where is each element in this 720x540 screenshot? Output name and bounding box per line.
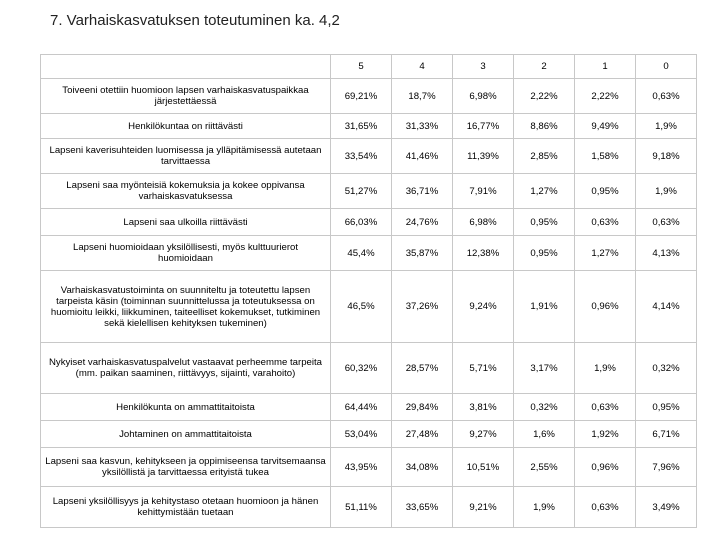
header-cell: 0 <box>636 55 697 79</box>
value-cell: 0,95% <box>514 236 575 271</box>
value-cell: 34,08% <box>392 448 453 487</box>
value-cell: 1,27% <box>514 174 575 209</box>
value-cell: 10,51% <box>453 448 514 487</box>
value-cell: 64,44% <box>331 394 392 421</box>
value-cell: 12,38% <box>453 236 514 271</box>
value-cell: 0,95% <box>575 174 636 209</box>
value-cell: 9,49% <box>575 114 636 139</box>
table-row <box>41 139 697 174</box>
value-cell: 0,32% <box>636 343 697 394</box>
value-cell: 0,63% <box>636 79 697 114</box>
row-label: Lapseni saa myönteisiä kokemuksia ja kokee oppivansa varhaiskasvatuksessa <box>41 174 331 209</box>
value-cell: 0,63% <box>575 209 636 236</box>
value-cell: 1,92% <box>575 421 636 448</box>
value-cell: 16,77% <box>453 114 514 139</box>
value-cell: 41,46% <box>392 139 453 174</box>
header-cell: 4 <box>392 55 453 79</box>
value-cell: 31,65% <box>331 114 392 139</box>
header-cell: 5 <box>331 55 392 79</box>
value-cell: 4,13% <box>636 236 697 271</box>
table-row <box>41 394 697 421</box>
value-cell: 0,96% <box>575 448 636 487</box>
value-cell: 2,22% <box>514 79 575 114</box>
value-cell: 1,27% <box>575 236 636 271</box>
table-row <box>41 271 697 343</box>
value-cell: 3,17% <box>514 343 575 394</box>
header-cell: 3 <box>453 55 514 79</box>
value-cell: 1,58% <box>575 139 636 174</box>
value-cell: 24,76% <box>392 209 453 236</box>
row-label: Henkilökunta on ammattitaitoista <box>41 394 331 421</box>
value-cell: 3,81% <box>453 394 514 421</box>
value-cell: 1,91% <box>514 271 575 343</box>
value-cell: 0,63% <box>575 487 636 528</box>
value-cell: 69,21% <box>331 79 392 114</box>
value-cell: 43,95% <box>331 448 392 487</box>
value-cell: 1,6% <box>514 421 575 448</box>
header-cell: 1 <box>575 55 636 79</box>
results-table <box>40 54 697 528</box>
table-row <box>41 448 697 487</box>
value-cell: 0,95% <box>636 394 697 421</box>
value-cell: 53,04% <box>331 421 392 448</box>
value-cell: 1,9% <box>636 114 697 139</box>
value-cell: 6,98% <box>453 79 514 114</box>
value-cell: 37,26% <box>392 271 453 343</box>
table-row <box>41 114 697 139</box>
value-cell: 8,86% <box>514 114 575 139</box>
row-label: Toiveeni otettiin huomioon lapsen varhaiskasvatuspaikkaa järjestettäessä <box>41 79 331 114</box>
value-cell: 2,55% <box>514 448 575 487</box>
value-cell: 31,33% <box>392 114 453 139</box>
value-cell: 7,96% <box>636 448 697 487</box>
value-cell: 2,85% <box>514 139 575 174</box>
value-cell: 9,27% <box>453 421 514 448</box>
row-label: Lapseni kaverisuhteiden luomisessa ja ylläpitämisessä autetaan tarvittaessa <box>41 139 331 174</box>
page-title: 7. Varhaiskasvatuksen toteutuminen ka. 4,2 <box>50 12 340 29</box>
value-cell: 45,4% <box>331 236 392 271</box>
row-label: Lapseni yksilöllisyys ja kehitystaso otetaan huomioon ja hänen kehittymistään tuetaan <box>41 487 331 528</box>
value-cell: 9,21% <box>453 487 514 528</box>
value-cell: 33,65% <box>392 487 453 528</box>
value-cell: 18,7% <box>392 79 453 114</box>
value-cell: 0,63% <box>636 209 697 236</box>
table-row <box>41 487 697 528</box>
row-label: Henkilökuntaa on riittävästi <box>41 114 331 139</box>
value-cell: 7,91% <box>453 174 514 209</box>
table-row <box>41 209 697 236</box>
value-cell: 46,5% <box>331 271 392 343</box>
row-label: Johtaminen on ammattitaitoista <box>41 421 331 448</box>
table-row <box>41 174 697 209</box>
value-cell: 6,71% <box>636 421 697 448</box>
table-row <box>41 343 697 394</box>
table-row <box>41 79 697 114</box>
value-cell: 9,18% <box>636 139 697 174</box>
value-cell: 29,84% <box>392 394 453 421</box>
value-cell: 0,32% <box>514 394 575 421</box>
value-cell: 9,24% <box>453 271 514 343</box>
value-cell: 0,96% <box>575 271 636 343</box>
value-cell: 3,49% <box>636 487 697 528</box>
value-cell: 2,22% <box>575 79 636 114</box>
value-cell: 35,87% <box>392 236 453 271</box>
value-cell: 28,57% <box>392 343 453 394</box>
value-cell: 4,14% <box>636 271 697 343</box>
row-label: Lapseni saa ulkoilla riittävästi <box>41 209 331 236</box>
header-empty-cell <box>41 55 331 79</box>
value-cell: 5,71% <box>453 343 514 394</box>
value-cell: 51,27% <box>331 174 392 209</box>
value-cell: 1,9% <box>575 343 636 394</box>
header-row <box>41 55 697 79</box>
value-cell: 6,98% <box>453 209 514 236</box>
row-label: Lapseni huomioidaan yksilöllisesti, myös kulttuurierot huomioidaan <box>41 236 331 271</box>
value-cell: 27,48% <box>392 421 453 448</box>
row-label: Nykyiset varhaiskasvatuspalvelut vastaavat perheemme tarpeita (mm. paikan saaminen, riittävyys, sijainti, varahoito) <box>41 343 331 394</box>
value-cell: 1,9% <box>514 487 575 528</box>
value-cell: 36,71% <box>392 174 453 209</box>
value-cell: 51,11% <box>331 487 392 528</box>
value-cell: 11,39% <box>453 139 514 174</box>
table-row <box>41 236 697 271</box>
value-cell: 66,03% <box>331 209 392 236</box>
row-label: Lapseni saa kasvun, kehitykseen ja oppimiseensa tarvitsemaansa yksilöllistä ja tarvittaessa erityistä tukea <box>41 448 331 487</box>
value-cell: 60,32% <box>331 343 392 394</box>
row-label: Varhaiskasvatustoiminta on suunniteltu ja toteutettu lapsen tarpeista käsin (toiminnan suunnittelussa ja toteutuksessa on huomioitu leikki, liikkuminen, taiteelliset kokemukset, tutkiminen sekä kielellisen kehityksen tukeminen) <box>41 271 331 343</box>
table-row <box>41 421 697 448</box>
value-cell: 0,63% <box>575 394 636 421</box>
header-cell: 2 <box>514 55 575 79</box>
value-cell: 33,54% <box>331 139 392 174</box>
value-cell: 1,9% <box>636 174 697 209</box>
value-cell: 0,95% <box>514 209 575 236</box>
